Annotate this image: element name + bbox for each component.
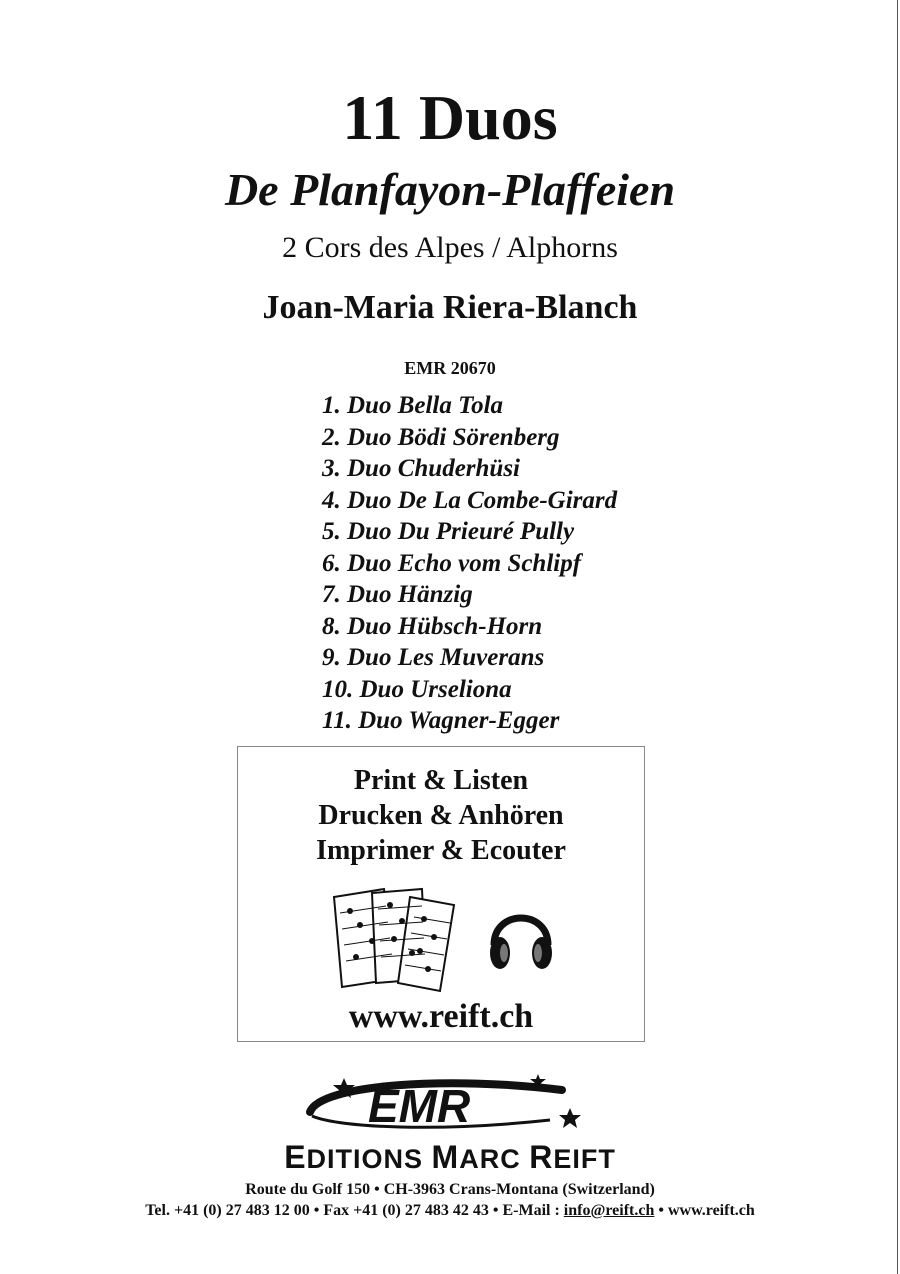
publisher-name: EDITIONS MARC REIFT <box>284 1139 616 1175</box>
list-item: 9. Duo Les Muverans <box>322 644 545 671</box>
star-icon <box>559 1108 581 1128</box>
list-item: 4. Duo De La Combe-Girard <box>322 486 618 514</box>
composer-name: Joan-Maria Riera-Blanch <box>262 289 638 326</box>
list-item: 1. Duo Bella Tola <box>322 392 504 419</box>
website-url[interactable]: www.reift.ch <box>348 998 534 1035</box>
contact-website: • www.reift.ch <box>654 1202 755 1219</box>
print-listen-de: Drucken & Anhören <box>318 800 564 831</box>
list-item: 6. Duo Echo vom Schlipf <box>322 549 582 577</box>
email-link[interactable]: info@reift.ch <box>563 1202 655 1219</box>
print-listen-fr: Imprimer & Ecouter <box>316 835 566 866</box>
list-item: 5. Duo Du Prieuré Pully <box>322 518 575 545</box>
contact-phone-fax: Tel. +41 (0) 27 483 12 00 • Fax +41 (0) 27 483 42 43 • E-Mail : <box>145 1202 564 1219</box>
print-listen-box <box>237 746 645 1042</box>
headphones-icon <box>486 899 556 977</box>
publisher-address: Route du Golf 150 • CH-3963 Crans-Montana (Switzerland) <box>245 1181 655 1198</box>
list-item: 10. Duo Urseliona <box>322 675 512 703</box>
instrumentation: 2 Cors des Alpes / Alphorns <box>282 231 618 264</box>
page-title: 11 Duos <box>342 82 558 153</box>
list-item: 2. Duo Bödi Sörenberg <box>322 423 560 451</box>
list-item: 3. Duo Chuderhüsi <box>322 455 520 482</box>
piece-list <box>322 390 617 737</box>
page-subtitle: De Planfayon-Plaffeien <box>224 164 676 215</box>
list-item: 11. Duo Wagner-Egger <box>322 707 560 734</box>
logo-text: EMR <box>368 1080 471 1132</box>
catalog-number: EMR 20670 <box>404 358 496 378</box>
list-item: 7. Duo Hänzig <box>322 581 473 608</box>
list-item: 8. Duo Hübsch-Horn <box>322 612 543 640</box>
publisher-contact <box>0 1201 900 1221</box>
print-listen-en: Print & Listen <box>353 765 529 796</box>
emr-logo <box>300 1072 600 1134</box>
sheet-music-icon <box>328 883 458 993</box>
